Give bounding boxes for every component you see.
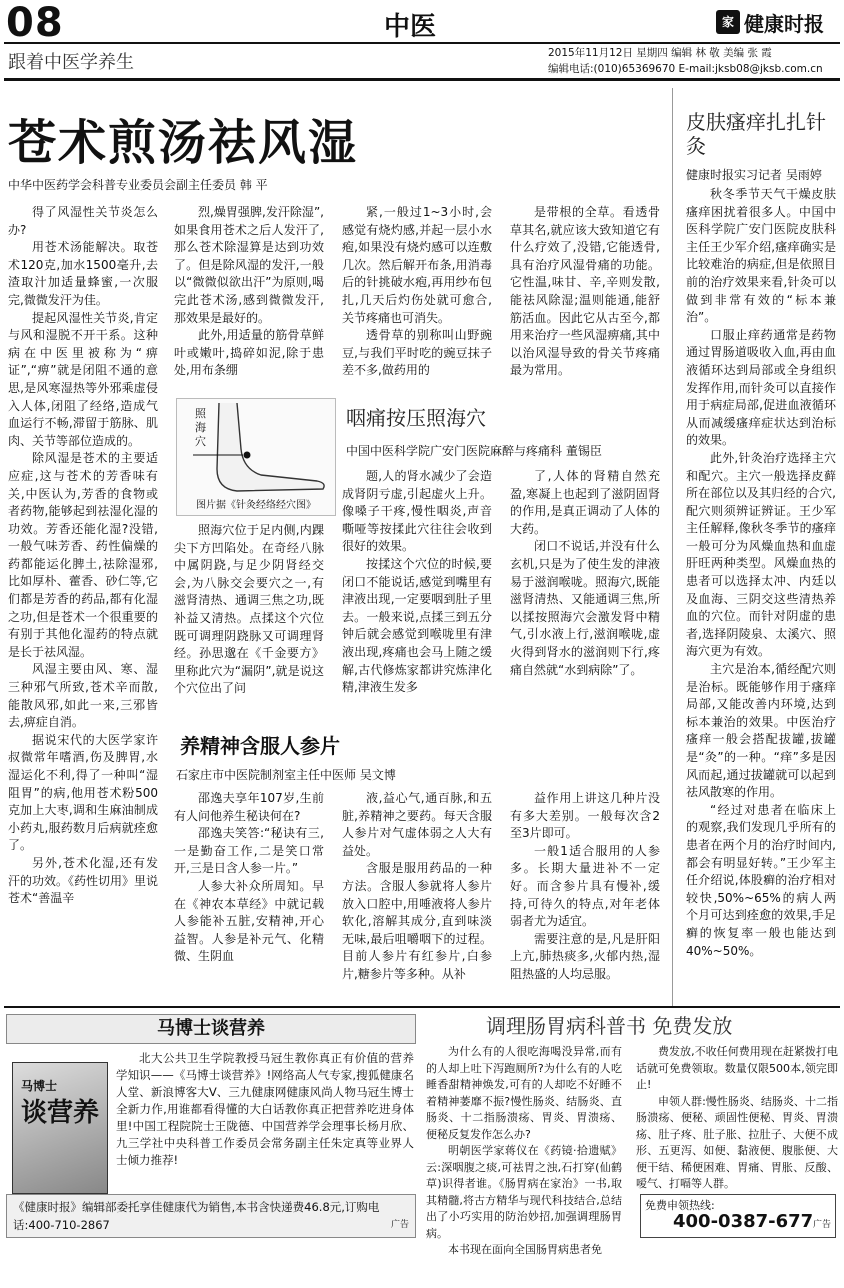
- headline-byline: 中华中医药学会科普专业委员会副主任委员 韩 平: [8, 178, 268, 192]
- logo-mark: 家: [716, 10, 740, 34]
- ad-right-col2: [636, 1044, 838, 1190]
- book-cover-title: 谈营养: [21, 1098, 100, 1128]
- renshen-byline: 石家庄市中医院制剂室主任中医师 吴文博: [176, 768, 396, 782]
- paragraph: 风湿主要由风、寒、湿三种邪气所致,苍术辛而散,能散风邪,如此一来,三邪皆去,痹症自消。: [8, 662, 158, 730]
- paragraph: 此外,针灸治疗选择主穴和配穴。主穴一般选择皮藓所在部位以及其归经的合穴,配穴则须辨证辨证。王少军主任解释,像秋冬季节的瘙痒一般可分为风燥血热和血虚肝旺两种类型。风燥血热的患者可以选择太冲、内廷以及血海、三阴交这些清热养血的穴位。而针对阴虚的患者,选择阴陵泉、太溪穴、照海穴更为有效。: [686, 450, 836, 659]
- ad-right-text5: 申领人群:慢性肠炎、结肠炎、十二指肠溃疡、便秘、顽固性便秘、胃炎、胃溃疡、肚子疼、肚子胀、拉肚子、大便不成形、五更泻、如便、黏液便、腹胀便、大便干结、稀便困难、胃痛、胃胀、反酸、嗳气、打嗝等人群。: [636, 1094, 838, 1190]
- right-article-title: 皮肤瘙痒扎扎针灸: [686, 110, 826, 158]
- paragraph: 另外,苍术化湿,还有发汗的功效。《药性切用》里说苍术“善温辛: [8, 855, 159, 906]
- main-article-col1: [8, 204, 158, 988]
- header-rule: [4, 42, 840, 44]
- headline: 苍术煎汤祛风湿: [8, 115, 359, 171]
- paragraph: 含服是服用药品的一种方法。含服人参就将人参片放入口腔中,用唾液将人参片软化,溶解其成分,直到味淡无味,最后咀嚼咽下的过程。目前人参片有红参片,白参片,糖参片等多种。从补: [342, 861, 492, 981]
- issue-date-editors: 2015年11月12日 星期四 编辑 林 敬 美编 张 霞: [548, 47, 772, 59]
- ad-left-text: 北大公共卫生学院教授马冠生教你真正有价值的营养学知识——《马博士谈营养》!网络高人气专家,搜狐健康名人堂、新浪博客大V、三九健康网健康风尚人物马冠生博士全新力作,用谁都看得懂的大白话教你真正把营养吃进身体里!中国工程院院士王陇德、中国营养学会理事长杨月欣、九三学社中央科普工作委员会常务副主任朱定真等业界人士倾力推荐!: [116, 1051, 414, 1167]
- ad-title-bar: [6, 1014, 416, 1044]
- paragraph: 题,人的肾水减少了会造成肾阴亏虚,引起虚火上升。像嗓子干疼,慢性咽炎,声音嘶哑等按揉此穴往往会收到很好的效果。: [342, 469, 492, 554]
- right-article-byline: 健康时报实习记者 吴雨婷: [686, 168, 822, 182]
- editor-contact: 编辑电话:(010)65369670 E-mail:jksb08@jksb.com.cn: [548, 63, 823, 75]
- section-title: 中医: [384, 12, 437, 42]
- right-article-body: [686, 186, 836, 996]
- paragraph: 人参大补众所周知。早在《神农本草经》中就记载人参能补五脏,安精神,开心益智。人参是补元气、化精微、生阴血: [174, 878, 324, 964]
- haiquan-byline: 中国中医科学院广安门医院麻醉与疼痛科 董锡臣: [346, 444, 602, 458]
- book-cover: [12, 1062, 108, 1194]
- paragraph: 主穴是治本,循经配穴则是治标。既能够作用于瘙痒局部,又能改善内环境,达到标本兼治的效果。中医治疗瘙痒一般会搭配拔罐,拔罐是“灸”的一种。“痒”多是因风而起,通过拔罐就可以起到祛风散寒的作用。: [686, 662, 836, 800]
- paragraph: 益作用上讲这几种片没有多大差别。一般每次含2至3片即可。: [510, 791, 660, 841]
- paragraph: 得了风湿性关节炎怎么办?: [8, 205, 158, 237]
- tagline: 跟着中医学养生: [8, 52, 134, 73]
- book-cover-subtitle: 马博士: [21, 1079, 58, 1093]
- paragraph: 是带根的全草。看透骨草其名,就应该大致知道它有什么疗效了,没错,它能透骨,具有治疗风湿骨痛的功能。它性温,味甘、辛,辛则发散,能祛风除湿;温则能通,能舒筋活血。因此它从古至今,都用来治疗一些风湿痹痛,其中以治风湿导致的骨关节疼痛最为常用。: [510, 205, 660, 378]
- paragraph: 除风湿是苍术的主要适应症,这与苍术的芳香味有关,中医认为,芳香的食物或者药物,能够起到祛湿化湿的功效。芳香还能化湿?没错,一般气味芳香、药性偏燥的药都能运化脾土,祛除湿邪,比如厚朴、藿香、砂仁等,它们都是芳香的药品,都有化湿之功,但是苍术一个很重要的有别于其他化湿药的特点就是长于祛风湿。: [8, 451, 158, 659]
- paragraph: 秋冬季节天气干燥皮肤瘙痒困扰着很多人。中国中医科学院广安门医院皮肤科主任王少军介绍,瘙痒确实是比较难治的病症,但是依照目前的治疗效果来看,针灸可以做到非常有效的“标本兼治”。: [686, 187, 836, 325]
- ad-right-col1: [426, 1044, 622, 1256]
- paragraph: 用苍术汤能解决。取苍术120克,加水1500毫升,去渣取汁加适量蜂蜜,一次服完,微微发汗为佳。: [8, 240, 158, 307]
- ad-right-text1: 为什么有的人很吃海喝没异常,而有的人却上吐下泻跑厕所?为什么有的人吃睡香甜精神焕发,可有的人却吃不好睡不着精神萎靡不振?慢性肠炎、结肠炎、直肠炎、十二指肠溃疡、胃炎、胃溃疡、便秘反复发作怎么办?: [426, 1045, 622, 1141]
- renshen-col3: [342, 790, 492, 990]
- ad-right-text2: 明朝医学家蒋仪在《药镜·拾遗赋》云:深咽腹之痰,可祛胃之浊,石打穿(仙鹤草)识得者谁。《肠胃病在家治》一书,取其精髓,将古方精华与现代科技结合,总结出了小巧实用的防治妙招,加强调理肠胃病。: [426, 1144, 622, 1240]
- hotline-box: [640, 1194, 836, 1238]
- hotline-label: 免费申领热线:: [645, 1199, 715, 1212]
- masthead-logo: [716, 6, 838, 38]
- paragraph: 需要注意的是,凡是肝阳上亢,肺热痰多,火郁内热,湿阻热盛的人均忌服。: [510, 931, 660, 981]
- paragraph: 据说宋代的大医学家许叔微常年嗜酒,伤及脾胃,水湿运化不利,得了一种叫“湿阻胃”的病,他用苍术粉500克加上大枣,调和生麻油制成小药丸,服药数月后病就痊愈了。: [8, 732, 158, 853]
- paragraph: 一般1适合服用的人参多。长期大量进补不一定好。而含参片具有慢补,缓持,可待久的特点,对年老体弱者尤为适宜。: [510, 843, 660, 929]
- ad-rule: [4, 1006, 840, 1008]
- figure-label: 照海穴: [195, 407, 206, 448]
- ad-right-text4: 费发放,不收任何费用现在赶紧拨打电话就可免费领取。数量仅限500本,领完即止!: [636, 1045, 838, 1091]
- paragraph: 了,人体的肾精自然充盈,寒凝上也起到了滋阴固肾的作用,是真正调动了人体的大药。: [510, 469, 660, 536]
- hotline-number[interactable]: 400-0387-677: [673, 1211, 814, 1232]
- ad-mark: 广告: [390, 1220, 409, 1230]
- paragraph: 邵逸夫笑答:“秘诀有三,一是勤奋工作,二是笑口常开,三是日含人参一片。”: [174, 826, 324, 876]
- renshen-col4: [510, 790, 660, 990]
- paragraph: 液,益心气,通百脉,和五脏,养精神之要药。每天含服人参片对气虚体弱之人大有益处。: [342, 791, 492, 858]
- paragraph: 口服止痒药通常是药物通过胃肠道吸收入血,再由血液循环达到局部或全身组织发挥作用,而针灸可以直接作用于病症局部,促进血液循环从而减缓瘙痒症状达到治标的效果。: [686, 327, 836, 448]
- ad-mark-right: 广告: [812, 1220, 831, 1230]
- paragraph: 邵逸夫享年107岁,生前有人问他养生秘诀何在?: [174, 791, 324, 823]
- ad-right-text3: 本书现在面向全国肠胃病患者免: [448, 1243, 602, 1256]
- ad-right-title: 调理肠胃病科普书 免费发放: [486, 1014, 733, 1038]
- main-article-col2: [174, 204, 324, 384]
- header-rule-bottom: [4, 78, 840, 81]
- paragraph: 紧,一般过1~3小时,会感觉有烧灼感,并起一层小水疱,如果没有烧灼感可以连敷几次。然后解开布条,用消毒后的针挑破水疱,再用纱布包扎,几天后灼伤处就可愈合,关节疼痛也可消失。: [342, 205, 492, 325]
- paragraph: 提起风湿性关节炎,肯定与风和湿脱不开干系。这种病在中医里被称为“痹证”,“痹”就是闭阻不通的意思,是风寒湿热等外邪乘虚侵入人体,闭阻了经络,造成气血运行不畅,滞留于筋脉、肌肉、关节等部位造成的。: [8, 310, 158, 448]
- ad-left-body: [116, 1050, 414, 1190]
- acupoint-dot: [244, 452, 251, 459]
- paragraph: 按揉这个穴位的时候,要闭口不能说话,感觉到嘴里有津液出现,一定要咽到肚子里去。一般来说,点揉三到五分钟后就会感觉到喉咙里有津液出现,疼痛也会马上随之缓解,古代修炼家都讲究炼津化精,津液生发多: [342, 556, 492, 695]
- renshen-title: 养精神含服人参片: [180, 734, 340, 758]
- page-number: 08: [6, 0, 64, 46]
- haiquan-col2: [174, 522, 324, 710]
- renshen-col2: [174, 790, 324, 990]
- main-article-col4: [510, 204, 660, 384]
- paragraph: 此外,用适量的筋骨草鲜叶或嫩叶,捣碎如泥,除于患处,用布条绷: [174, 328, 324, 378]
- ad-left-title: 马博士谈营养: [157, 1018, 265, 1039]
- order-info: 《健康时报》编辑部委托享佳健康代为销售,本书含快递费46.8元,订购电话:400-710-2867: [13, 1200, 380, 1232]
- figure-caption: 图片据《针灸经络经穴图》: [196, 500, 316, 511]
- order-box: [6, 1194, 416, 1238]
- paragraph: 闭口不说话,并没有什么玄机,只是为了使生发的津液易于滋润喉咙。照海穴,既能滋肾清热、又能通调三焦,所以揉按照海穴会激发肾中精气,引水液上行,滋润喉咙,虚火得到肾水的滋润则下行,疼痛自然就“水到病除”了。: [510, 539, 660, 677]
- logo-text: 健康时报: [744, 12, 824, 36]
- paragraph: 烈,燥胃强脾,发汗除湿”,如果食用苍术之后人发汗了,那么苍术除湿算是达到功效了。但是除风湿的发汗,一般以“微微似欲出汗”为原则,喝完此苍术汤,感到微微发汗,那效果是最好的。: [174, 205, 324, 325]
- paragraph: 透骨草的别称叫山野豌豆,与我们平时吃的豌豆抹子差不多,做药用的: [342, 328, 492, 378]
- haiquan-col3: [342, 468, 492, 710]
- main-article-col3: [342, 204, 492, 384]
- paragraph: “经过对患者在临床上的观察,我们发现几乎所有的患者在两个月的治疗时间内,都会有明显好转。”王少军主任介绍说,体股癣的治疗相对较快,50%~65%的病人两个月可达到痊愈的效果,手足癣的恢复率一般也能达到40%~50%。: [686, 802, 836, 958]
- paragraph-list: [8, 204, 158, 908]
- column-divider: [672, 88, 673, 1006]
- haiquan-title: 咽痛按压照海穴: [346, 406, 486, 430]
- paragraph: 照海穴位于足内侧,内踝尖下方凹陷处。在奇经八脉中属阴跷,与足少阴肾经交会,为八脉交会要穴之一,有滋肾清热、通调三焦之功,既补益又清热。点揉这个穴位既可调理阴跷脉又可调理肾经。孙思邈在《千金要方》里称此穴为“漏阴”,就是说这个穴位出了问: [174, 523, 324, 696]
- haiquan-col4: [510, 468, 660, 710]
